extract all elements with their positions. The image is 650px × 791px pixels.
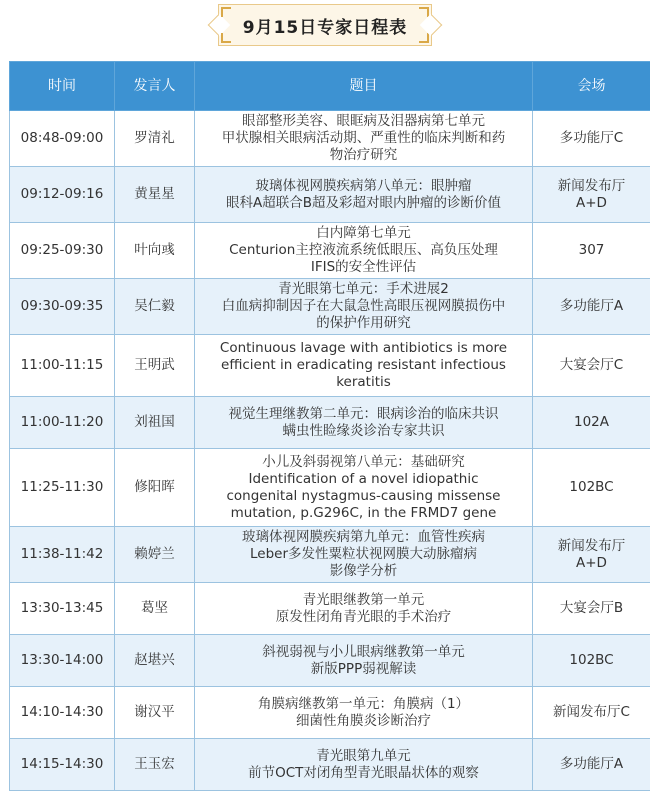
cell-speaker: 刘祖国: [115, 397, 195, 449]
cell-topic: [195, 397, 533, 449]
cell-speaker: 赵堪兴: [115, 635, 195, 687]
cell-venue: [533, 111, 650, 167]
table-row: [10, 583, 650, 635]
cell-topic-line: 青光眼第七单元：手术进展2: [198, 281, 529, 298]
cell-time: 13:30-14:00: [10, 635, 115, 687]
cell-topic-line: 斜视弱视与小儿眼病继教第一单元: [198, 644, 529, 661]
cell-time: 11:00-11:15: [10, 335, 115, 397]
cell-speaker: 王明武: [115, 335, 195, 397]
cell-topic-line: Identification of a novel idiopathic: [198, 471, 529, 488]
banner-corner: [419, 33, 429, 43]
cell-time: 11:38-11:42: [10, 527, 115, 583]
header-time: 时间: [10, 62, 115, 111]
cell-venue: [533, 223, 650, 279]
cell-topic: [195, 449, 533, 527]
table-row: [10, 687, 650, 739]
cell-speaker: 叶向彧: [115, 223, 195, 279]
table-row: [10, 279, 650, 335]
banner-corner: [419, 7, 429, 17]
cell-time: 09:12-09:16: [10, 167, 115, 223]
cell-venue-line: 新闻发布厅C: [536, 704, 647, 721]
cell-topic-line: 玻璃体视网膜疾病第九单元：血管性疾病: [198, 529, 529, 546]
header-topic: 题目: [195, 62, 533, 111]
cell-topic-line: keratitis: [198, 374, 529, 391]
cell-venue-line: A+D: [536, 555, 647, 572]
table-row: [10, 739, 650, 791]
title-area: [0, 0, 650, 58]
cell-venue-line: 102BC: [536, 652, 647, 669]
cell-venue: [533, 687, 650, 739]
schedule-table: [9, 61, 650, 791]
cell-topic-line: mutation, p.G296C, in the FRMD7 gene: [198, 505, 529, 522]
cell-speaker: 修阳晖: [115, 449, 195, 527]
cell-time: 11:00-11:20: [10, 397, 115, 449]
cell-topic-line: 原发性闭角青光眼的手术治疗: [198, 609, 529, 626]
cell-topic-line: 细菌性角膜炎诊断治疗: [198, 713, 529, 730]
cell-topic-line: 螨虫性睑缘炎诊治专家共识: [198, 423, 529, 440]
title-banner: [218, 4, 432, 46]
cell-topic: [195, 583, 533, 635]
cell-topic: [195, 223, 533, 279]
cell-topic-line: 白内障第七单元: [198, 225, 529, 242]
cell-topic-line: Continuous lavage with antibiotics is more: [198, 340, 529, 357]
cell-venue: [533, 335, 650, 397]
cell-topic-line: 的保护作用研究: [198, 315, 529, 332]
header-venue: 会场: [533, 62, 650, 111]
cell-topic-line: 角膜病继教第一单元：角膜病（1）: [198, 696, 529, 713]
table-row: [10, 111, 650, 167]
cell-speaker: 王玉宏: [115, 739, 195, 791]
cell-venue-line: 307: [536, 242, 647, 259]
cell-venue: [533, 739, 650, 791]
cell-venue: [533, 279, 650, 335]
cell-venue-line: 大宴会厅C: [536, 357, 647, 374]
table-row: [10, 635, 650, 687]
cell-topic: [195, 687, 533, 739]
cell-topic: [195, 279, 533, 335]
cell-venue: [533, 527, 650, 583]
cell-topic-line: 青光眼继教第一单元: [198, 592, 529, 609]
table-row: [10, 223, 650, 279]
cell-topic: [195, 527, 533, 583]
cell-speaker: 谢汉平: [115, 687, 195, 739]
cell-topic: [195, 111, 533, 167]
cell-speaker: 吴仁毅: [115, 279, 195, 335]
cell-venue: [533, 583, 650, 635]
cell-speaker: 赖婷兰: [115, 527, 195, 583]
cell-topic-line: 影像学分析: [198, 563, 529, 580]
header-speaker: 发言人: [115, 62, 195, 111]
table-row: [10, 167, 650, 223]
cell-venue: [533, 167, 650, 223]
cell-time: 11:25-11:30: [10, 449, 115, 527]
banner-corner: [221, 33, 231, 43]
cell-topic-line: efficient in eradicating resistant infectious: [198, 357, 529, 374]
cell-time: 14:15-14:30: [10, 739, 115, 791]
cell-topic-line: 视觉生理继教第二单元：眼病诊治的临床共识: [198, 406, 529, 423]
cell-venue-line: 多功能厅A: [536, 298, 647, 315]
cell-venue-line: 多功能厅C: [536, 130, 647, 147]
cell-topic-line: 玻璃体视网膜疾病第八单元：眼肿瘤: [198, 178, 529, 195]
cell-topic-line: 白血病抑制因子在大鼠急性高眼压视网膜损伤中: [198, 298, 529, 315]
cell-topic: [195, 635, 533, 687]
table-header-row: [10, 62, 650, 111]
cell-topic: [195, 167, 533, 223]
cell-venue-line: A+D: [536, 195, 647, 212]
cell-venue-line: 新闻发布厅: [536, 538, 647, 555]
table-row: [10, 527, 650, 583]
cell-time: 08:48-09:00: [10, 111, 115, 167]
cell-speaker: 罗清礼: [115, 111, 195, 167]
cell-time: 09:30-09:35: [10, 279, 115, 335]
cell-venue: [533, 449, 650, 527]
cell-topic-line: 新版PPP弱视解读: [198, 661, 529, 678]
cell-venue-line: 102BC: [536, 479, 647, 496]
cell-topic-line: IFIS的安全性评估: [198, 259, 529, 276]
cell-venue-line: 102A: [536, 414, 647, 431]
cell-venue-line: 新闻发布厅: [536, 178, 647, 195]
table-row: [10, 335, 650, 397]
cell-topic-line: 物治疗研究: [198, 147, 529, 164]
cell-topic-line: Leber多发性粟粒状视网膜大动脉瘤病: [198, 546, 529, 563]
cell-topic: [195, 739, 533, 791]
cell-topic-line: 青光眼第九单元: [198, 748, 529, 765]
cell-topic-line: 眼部整形美容、眼眶病及泪器病第七单元: [198, 113, 529, 130]
table-row: [10, 449, 650, 527]
table-row: [10, 397, 650, 449]
cell-topic-line: Centurion主控液流系统低眼压、高负压处理: [198, 242, 529, 259]
banner-corner: [221, 7, 231, 17]
cell-time: 14:10-14:30: [10, 687, 115, 739]
cell-topic-line: 前节OCT对闭角型青光眼晶状体的观察: [198, 765, 529, 782]
cell-topic-line: congenital nystagmus-causing missense: [198, 488, 529, 505]
cell-venue: [533, 635, 650, 687]
cell-speaker: 葛坚: [115, 583, 195, 635]
cell-venue-line: 大宴会厅B: [536, 600, 647, 617]
cell-topic: [195, 335, 533, 397]
cell-topic-line: 小儿及斜弱视第八单元：基础研究: [198, 454, 529, 471]
cell-time: 13:30-13:45: [10, 583, 115, 635]
cell-topic-line: 甲状腺相关眼病活动期、严重性的临床判断和药: [198, 130, 529, 147]
cell-venue-line: 多功能厅A: [536, 756, 647, 773]
cell-topic-line: 眼科A超联合B超及彩超对眼内肿瘤的诊断价值: [198, 195, 529, 212]
cell-time: 09:25-09:30: [10, 223, 115, 279]
cell-speaker: 黄星星: [115, 167, 195, 223]
page-title: 9月15日专家日程表: [243, 13, 408, 38]
cell-venue: [533, 397, 650, 449]
